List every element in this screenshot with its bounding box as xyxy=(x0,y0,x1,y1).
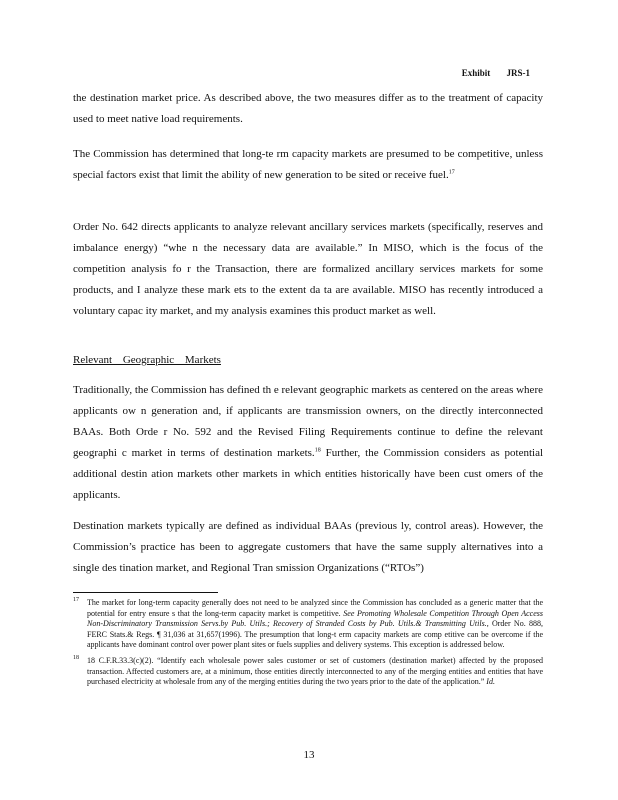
section-heading: Relevant Geographic Markets xyxy=(73,354,221,366)
paragraph-2-text: The Commission has determined that long-te rm capacity markets are presumed to be competitive, unless special factors exist that limit the ability of new generation to be sited or receive fuel. xyxy=(73,148,543,181)
paragraph-5: Destination markets typically are defined as individual BAAs (previous ly, control areas). However, the Commission’s practice has been to aggregate customers that have the same supply alternatives into a single des tination market, and Regional Tran smission Organizations (“RTOs”) xyxy=(73,520,543,574)
footnote-17-text-a: The market for long-term capacity generally does not need to be analyzed since the Commission has concluded as a generic matter that the potential for entry ensure s that the long-term capacity market is competitive. xyxy=(87,598,543,618)
paragraph-2 xyxy=(73,144,543,186)
paragraph-4-text-a: Traditionally, the Commission has defined th e relevant geographic markets as centered on the areas where applicants ow n generation and, if applicants are transmission owners, on the directly interconnected BAAs. Both Orde r No. 592 and the Revised Filing Requirements continue to define the relevant geographi c market in terms of destination markets. xyxy=(73,384,543,459)
paragraph-1: the destination market price. As described above, the two measures differ as to the treatment of capacity used to meet native load requirements. xyxy=(73,92,543,125)
footnote-17-citation: See Promoting Wholesale Competition Through Open Access Non-Discriminatory Transmission Servs.by Pub. Utils.; Recovery of Stranded Costs by Pub. Utils.& Transmitting Utils. xyxy=(87,608,544,628)
footnote-18-text xyxy=(87,656,543,688)
footnote-18-id: Id. xyxy=(486,677,495,686)
footnote-18-number: 18 xyxy=(73,655,79,661)
paragraph-4-text-b: Further, the Commission considers as potential additional destin ation markets other markets in which entities historically have been cust omers of the applicants. xyxy=(73,447,544,501)
footnote-17 xyxy=(73,598,543,651)
footnote-ref-17: 17 xyxy=(448,169,455,176)
footnote-17-text xyxy=(87,598,543,651)
footnote-17-text-b: , Order No. 888, FERC Stats.& Regs. ¶ 31,036 at 31,657(1996). The presumption that long-t erm capacity markets are comp etitive can be overcome if the applicants have dominant control over power plant sites or fuels supplies and delivery systems. This exception is addressed below. xyxy=(87,619,543,649)
footnote-17-number: 17 xyxy=(73,597,79,603)
footnote-18 xyxy=(73,656,543,688)
paragraph-3: Order No. 642 directs applicants to analyze relevant ancillary services markets (specifically, reserves and imbalance energy) “whe n the necessary data are available.” In MISO, which is the focus of the competition analysis fo r the Transaction, there are formalized ancillary services markets for some products, and I analyze these mark ets to the extent da ta are available. MISO has recently introduced a voluntary capac ity market, and my analysis examines this product market as well. xyxy=(73,221,543,317)
exhibit-label: Exhibit JRS-1 xyxy=(461,68,530,78)
footnote-18-body: 18 C.F.R.33.3(c)(2). “Identify each wholesale power sales customer or set of customers (destination market) affected by the proposed transaction. Affected customers are, at a minimum, those entities directly interconnected to any of the merging entities and entities that have purchased electricity at wholesale from any of the merging entities during the two years prior to the date of the application.” xyxy=(87,656,543,686)
footnote-divider xyxy=(73,592,218,593)
footnote-ref-18: 18 xyxy=(314,447,321,454)
paragraph-4 xyxy=(73,380,543,506)
page-number: 13 xyxy=(303,749,315,761)
